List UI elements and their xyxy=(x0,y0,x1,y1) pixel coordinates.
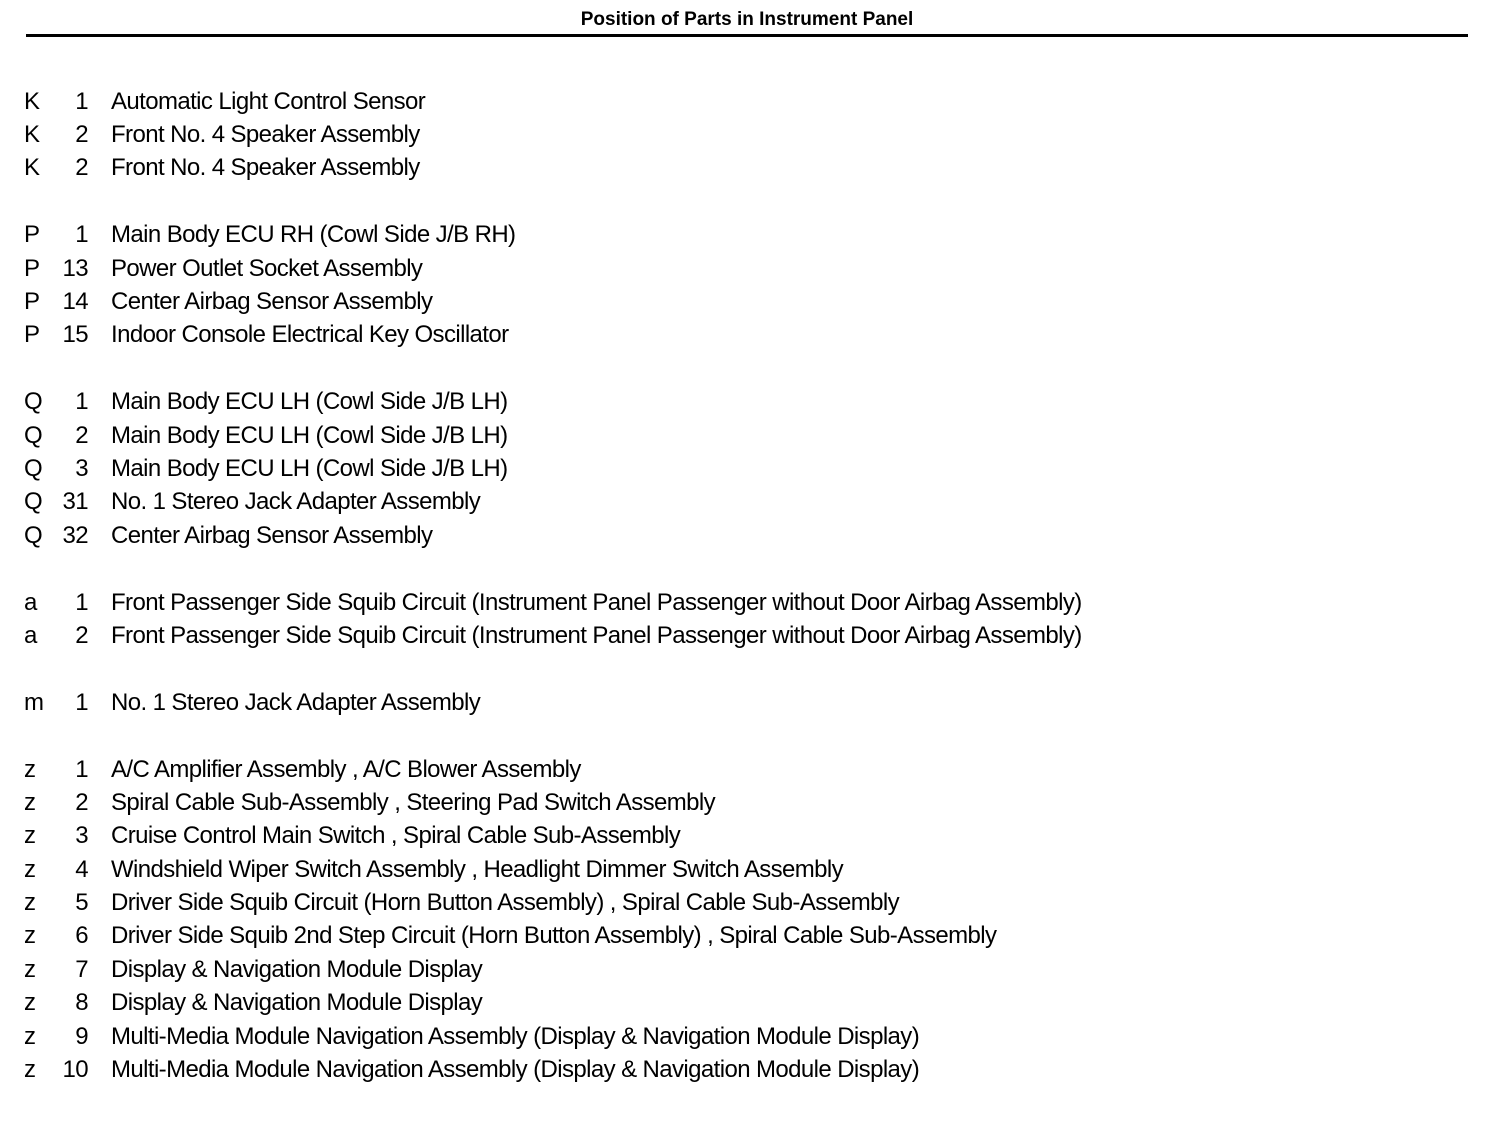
pin-number: 3 xyxy=(75,822,88,850)
part-description: Windshield Wiper Switch Assembly , Headlight Dimmer Switch Assembly xyxy=(111,855,844,883)
connector-code: z xyxy=(24,1022,36,1050)
list-item xyxy=(24,920,1464,953)
list-item xyxy=(24,953,1464,986)
pin-number: 2 xyxy=(75,121,88,149)
pin-number: 10 xyxy=(62,1056,88,1084)
part-description: Driver Side Squib Circuit (Horn Button Assembly) , Spiral Cable Sub-Assembly xyxy=(111,889,900,917)
part-description: Center Airbag Sensor Assembly xyxy=(111,521,433,549)
pin-number: 31 xyxy=(62,488,88,516)
pin-number: 1 xyxy=(75,388,88,416)
part-description: Center Airbag Sensor Assembly xyxy=(111,288,433,316)
connector-group-a xyxy=(24,586,1464,653)
connector-code: z xyxy=(24,989,36,1017)
pin-number: 32 xyxy=(62,521,88,549)
connector-code: P xyxy=(24,254,40,282)
connector-code: z xyxy=(24,922,36,950)
connector-code: P xyxy=(24,221,40,249)
pin-number: 1 xyxy=(75,588,88,616)
connector-code: P xyxy=(24,321,40,349)
list-item xyxy=(24,586,1464,619)
pin-number: 1 xyxy=(75,688,88,716)
list-item xyxy=(24,686,1464,719)
list-item xyxy=(24,486,1464,519)
list-item xyxy=(24,886,1464,919)
connector-group-p xyxy=(24,219,1464,353)
list-item xyxy=(24,85,1464,118)
part-description: Spiral Cable Sub-Assembly , Steering Pad Switch Assembly xyxy=(111,788,716,816)
part-description: Cruise Control Main Switch , Spiral Cable Sub-Assembly xyxy=(111,822,681,850)
connector-code: Q xyxy=(24,488,43,516)
part-description: Main Body ECU LH (Cowl Side J/B LH) xyxy=(111,388,508,416)
pin-number: 5 xyxy=(75,889,88,917)
connector-code: K xyxy=(24,87,40,115)
pin-number: 1 xyxy=(75,755,88,783)
part-description: Multi-Media Module Navigation Assembly (Display & Navigation Module Display) xyxy=(111,1022,920,1050)
part-description: Front No. 4 Speaker Assembly xyxy=(111,121,420,149)
part-description: Multi-Media Module Navigation Assembly (Display & Navigation Module Display) xyxy=(111,1056,920,1084)
connector-group-m xyxy=(24,686,1464,719)
pin-number: 2 xyxy=(75,421,88,449)
connector-code: K xyxy=(24,121,40,149)
list-item xyxy=(24,619,1464,652)
pin-number: 1 xyxy=(75,221,88,249)
list-item xyxy=(24,452,1464,485)
connector-group-k xyxy=(24,85,1464,185)
list-item xyxy=(24,820,1464,853)
connector-code: P xyxy=(24,288,40,316)
list-item xyxy=(24,853,1464,886)
pin-number: 4 xyxy=(75,855,88,883)
list-item xyxy=(24,252,1464,285)
part-description: No. 1 Stereo Jack Adapter Assembly xyxy=(111,688,481,716)
connector-code: m xyxy=(24,688,44,716)
part-description: Front Passenger Side Squib Circuit (Instrument Panel Passenger without Door Airbag Assembly) xyxy=(111,588,1082,616)
connector-code: z xyxy=(24,855,36,883)
connector-code: Q xyxy=(24,421,43,449)
pin-number: 14 xyxy=(62,288,88,316)
list-item xyxy=(24,152,1464,185)
pin-number: 2 xyxy=(75,788,88,816)
part-description: Main Body ECU RH (Cowl Side J/B RH) xyxy=(111,221,516,249)
connector-code: z xyxy=(24,1056,36,1084)
pin-number: 6 xyxy=(75,922,88,950)
list-item xyxy=(24,319,1464,352)
pin-number: 2 xyxy=(75,154,88,182)
pin-number: 3 xyxy=(75,454,88,482)
list-item xyxy=(24,519,1464,552)
connector-code: a xyxy=(24,588,37,616)
connector-code: K xyxy=(24,154,40,182)
connector-group-z xyxy=(24,753,1464,1087)
connector-code: z xyxy=(24,955,36,983)
connector-code: z xyxy=(24,889,36,917)
list-item xyxy=(24,987,1464,1020)
list-item xyxy=(24,118,1464,151)
list-item xyxy=(24,386,1464,419)
list-item xyxy=(24,219,1464,252)
part-description: Front Passenger Side Squib Circuit (Instrument Panel Passenger without Door Airbag Assembly) xyxy=(111,621,1082,649)
connector-code: Q xyxy=(24,388,43,416)
pin-number: 9 xyxy=(75,1022,88,1050)
part-description: Automatic Light Control Sensor xyxy=(111,87,426,115)
connector-group-q xyxy=(24,386,1464,553)
part-description: Front No. 4 Speaker Assembly xyxy=(111,154,420,182)
list-item xyxy=(24,1053,1464,1086)
connector-code: z xyxy=(24,755,36,783)
list-item xyxy=(24,419,1464,452)
part-description: A/C Amplifier Assembly , A/C Blower Assembly xyxy=(111,755,581,783)
connector-code: a xyxy=(24,621,37,649)
part-description: Main Body ECU LH (Cowl Side J/B LH) xyxy=(111,421,508,449)
connector-code: z xyxy=(24,822,36,850)
connector-code: z xyxy=(24,788,36,816)
list-item xyxy=(24,753,1464,786)
part-description: Display & Navigation Module Display xyxy=(111,955,483,983)
part-description: No. 1 Stereo Jack Adapter Assembly xyxy=(111,488,481,516)
list-item xyxy=(24,1020,1464,1053)
connector-code: Q xyxy=(24,521,43,549)
pin-number: 15 xyxy=(62,321,88,349)
part-description: Indoor Console Electrical Key Oscillator xyxy=(111,321,509,349)
pin-number: 2 xyxy=(75,621,88,649)
pin-number: 1 xyxy=(75,87,88,115)
pin-number: 13 xyxy=(62,254,88,282)
page-title: Position of Parts in Instrument Panel xyxy=(580,9,914,30)
part-description: Driver Side Squib 2nd Step Circuit (Horn Button Assembly) , Spiral Cable Sub-Assembly xyxy=(111,922,997,950)
connector-code: Q xyxy=(24,454,43,482)
list-item xyxy=(24,786,1464,819)
list-item xyxy=(24,285,1464,318)
parts-list xyxy=(24,85,1464,1120)
part-description: Main Body ECU LH (Cowl Side J/B LH) xyxy=(111,454,508,482)
part-description: Power Outlet Socket Assembly xyxy=(111,254,423,282)
title-divider xyxy=(26,34,1468,37)
pin-number: 7 xyxy=(75,955,88,983)
part-description: Display & Navigation Module Display xyxy=(111,989,483,1017)
pin-number: 8 xyxy=(75,989,88,1017)
